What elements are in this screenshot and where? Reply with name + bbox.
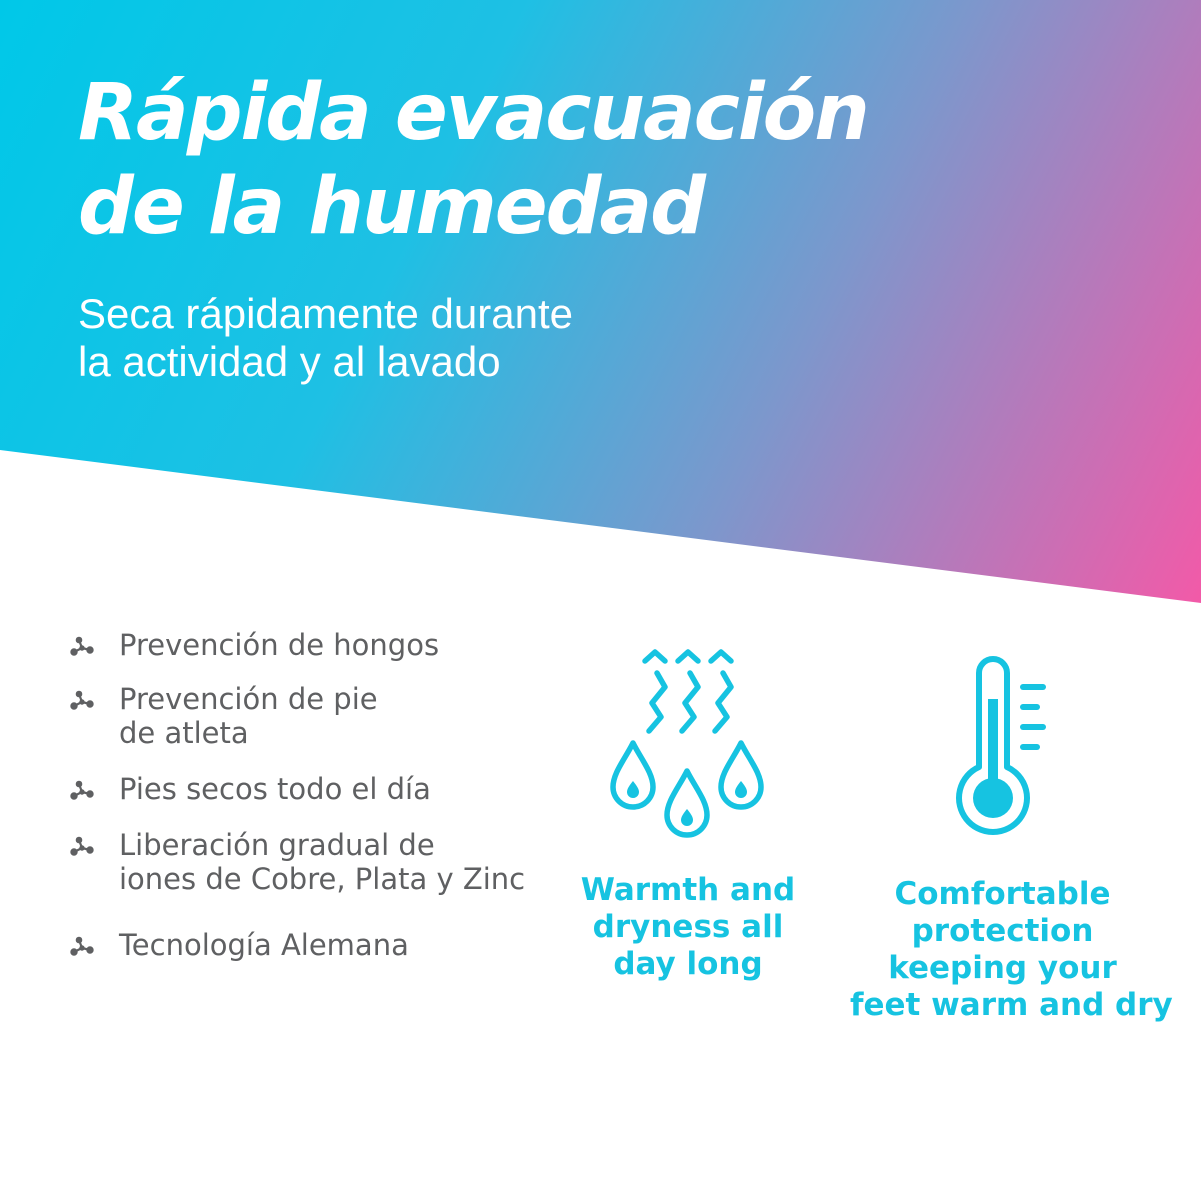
thermometer-icon: [955, 655, 1050, 840]
caption-line: keeping your: [888, 950, 1117, 986]
feature-line: de atleta: [119, 716, 249, 750]
feature-item: [68, 928, 409, 962]
caption-line: protection: [911, 913, 1094, 949]
title-line-1: Rápida evacuación: [78, 68, 868, 158]
feature-item: [68, 628, 439, 662]
feature-text: [119, 928, 409, 962]
feature-text: [119, 828, 525, 896]
feature-text: [119, 628, 439, 662]
molecule-icon: [68, 688, 96, 716]
molecule-icon: [68, 778, 96, 806]
feature-text: [119, 772, 431, 806]
feature-line: Prevención de pie: [119, 682, 378, 716]
feature-line: iones de Cobre, Plata y Zinc: [119, 862, 526, 896]
feature-line: Liberación gradual de: [119, 828, 435, 862]
feature-text: [119, 682, 378, 750]
highlight-caption-protection: [850, 876, 1173, 1024]
molecule-icon: [68, 634, 96, 662]
evaporation-drops-icon: [605, 645, 775, 840]
caption-line: Warmth and: [580, 872, 796, 908]
page-title: [78, 66, 1078, 254]
molecule-icon: [68, 834, 96, 862]
highlight-caption-dryness: [568, 872, 808, 983]
title-line-2: de la humedad: [78, 162, 704, 252]
feature-line: Tecnología Alemana: [119, 928, 409, 962]
caption-line: dryness all: [592, 909, 784, 945]
subtitle-line-1: Seca rápidamente durante: [78, 290, 573, 337]
caption-line: day long: [613, 946, 763, 982]
feature-item: [68, 682, 378, 750]
caption-line: Comfortable: [894, 876, 1111, 912]
feature-item: [68, 772, 431, 806]
caption-line: feet warm and dry: [850, 987, 1173, 1023]
feature-line: Pies secos todo el día: [119, 772, 431, 806]
page-subtitle: [78, 290, 573, 386]
subtitle-line-2: la actividad y al lavado: [78, 338, 501, 385]
feature-line: Prevención de hongos: [119, 628, 440, 662]
feature-item: [68, 828, 525, 896]
molecule-icon: [68, 934, 96, 962]
